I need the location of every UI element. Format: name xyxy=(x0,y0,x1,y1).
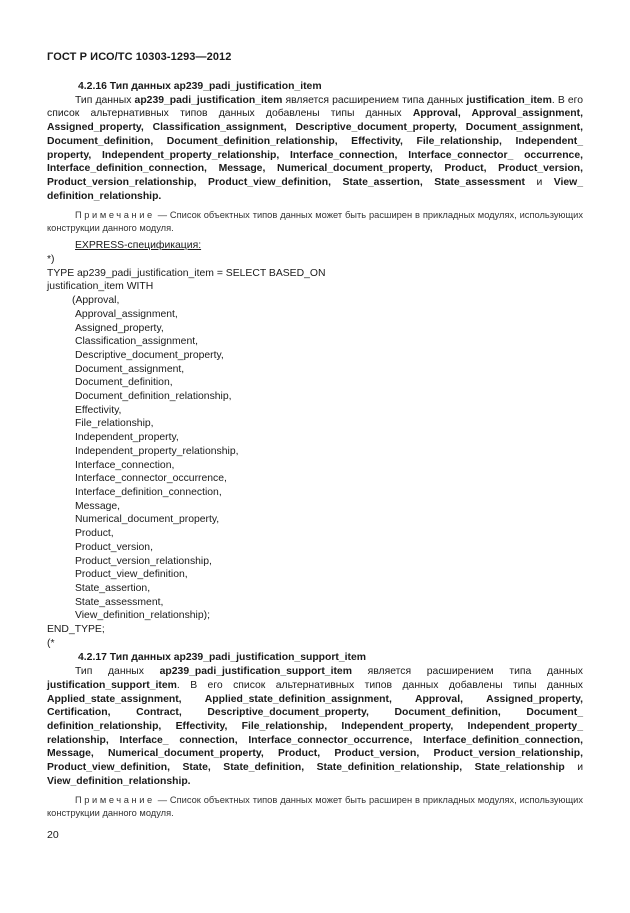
base-type-name: justification_item xyxy=(466,94,552,106)
section-paragraph-4-2-16 xyxy=(47,94,583,204)
section-paragraph-4-2-17 xyxy=(47,665,583,788)
code-line: (Approval, xyxy=(72,295,120,307)
code-line: Document_definition_relationship, xyxy=(75,391,232,403)
code-line: Assigned_property, xyxy=(75,322,164,334)
code-line: Product_version, xyxy=(75,541,153,553)
code-line: Independent_property_relationship, xyxy=(75,445,239,457)
text-span: и xyxy=(524,176,554,188)
text-span: является расширением типа данных xyxy=(282,94,467,106)
text-span: Тип данных xyxy=(75,666,160,678)
code-line: Approval_assignment, xyxy=(75,308,178,320)
type-list-last: View_definition_relationship. xyxy=(47,775,191,787)
code-line: TYPE ap239_padi_justification_item = SELECT BASED_ON xyxy=(47,267,326,279)
code-line: State_assessment, xyxy=(75,596,164,608)
type-list: Approval, Approval_assignment, Assigned_property, Classification_assignment, Descriptive_document_property, Document_assignment, Document_definition, Document_definition_relationship, Effectivity, File_relationship, Independent_ property, Independent_property_relationship, Interface_connection, Interface_connector_ occurrence, Interface_definition_connection, Message, Numerical_document_property, Product, Product_version, Product_version_relationship, Product_view_definition, State_assertion, State_assessment xyxy=(47,108,583,188)
text-span: . В его список альтернативных типов данных добавлены типы данных xyxy=(176,679,583,691)
code-line: Numerical_document_property, xyxy=(75,514,220,526)
code-line: Descriptive_document_property, xyxy=(75,349,224,361)
code-line: View_definition_relationship); xyxy=(75,610,210,622)
note-label: Примечание xyxy=(75,795,155,806)
text-span: . В его список альтернативных типов данных добавлены типы данных xyxy=(47,94,583,120)
type-list-last: View_ definition_relationship. xyxy=(47,176,584,202)
note-text: — Список объектных типов данных может быть расширен в прикладных модулях, использующих конструкции данного модуля. xyxy=(47,210,583,233)
code-line: Interface_connection, xyxy=(75,459,175,471)
code-line: Interface_definition_connection, xyxy=(75,486,222,498)
section-heading-4-2-17: 4.2.17 Тип данных ap239_padi_justification_support_item xyxy=(78,652,367,664)
code-line: Document_assignment, xyxy=(75,363,185,375)
section-heading-4-2-16: 4.2.16 Тип данных ap239_padi_justification_item xyxy=(78,81,322,92)
note-4-2-17 xyxy=(47,794,583,819)
code-line: *) xyxy=(47,254,55,266)
code-line: Document_definition, xyxy=(75,377,173,389)
note-text: — Список объектных типов данных может быть расширен в прикладных модулях, использующих конструкции данного модуля. xyxy=(47,795,583,818)
base-type-name: justification_support_item xyxy=(47,679,177,691)
express-code-block xyxy=(47,253,583,650)
type-name: ap239_padi_justification_support_item xyxy=(159,666,352,678)
code-line: Effectivity, xyxy=(75,404,122,416)
note-4-2-16 xyxy=(47,209,583,234)
standard-header: ГОСТ Р ИСО/ТС 10303-1293—2012 xyxy=(47,51,232,63)
type-name: ap239_padi_justification_item xyxy=(134,94,283,106)
code-line: Product_view_definition, xyxy=(75,569,188,581)
text-span: является расширением типа данных xyxy=(351,666,583,678)
note-label: Примечание xyxy=(75,210,155,221)
code-line: Product, xyxy=(75,528,114,540)
code-line: State_assertion, xyxy=(75,582,151,594)
code-line: justification_item WITH xyxy=(47,281,154,293)
code-line: File_relationship, xyxy=(75,418,154,430)
code-line: Interface_connector_occurrence, xyxy=(75,473,227,485)
text-span: Тип данных xyxy=(75,94,135,106)
code-line: END_TYPE; xyxy=(47,624,105,636)
page-body xyxy=(47,80,583,819)
code-line: Classification_assignment, xyxy=(75,336,199,348)
code-line: Product_version_relationship, xyxy=(75,555,212,567)
express-spec-label: EXPRESS-спецификация: xyxy=(75,240,202,252)
page-number: 20 xyxy=(47,829,59,841)
code-line: (* xyxy=(47,637,55,649)
code-line: Independent_property, xyxy=(75,432,179,444)
text-span: и xyxy=(564,762,583,774)
code-line: Message, xyxy=(75,500,121,512)
type-list: Applied_state_assignment, Applied_state_definition_assignment, Approval, Assigned_property, Certification, Contract, Descriptive_document_property, Document_definition, Document_ definition_relationship, Effectivity, File_relationship, Independent_property, Independent_property_ relationship, Interface_ connection, Interface_connector_occurrence, Interface_definition_connection, Message, Numerical_document_property, Product, Product_version, Product_version_relationship, Product_view_definition, State, State_definition, State_definition_relationship, State_relationship xyxy=(47,693,583,774)
